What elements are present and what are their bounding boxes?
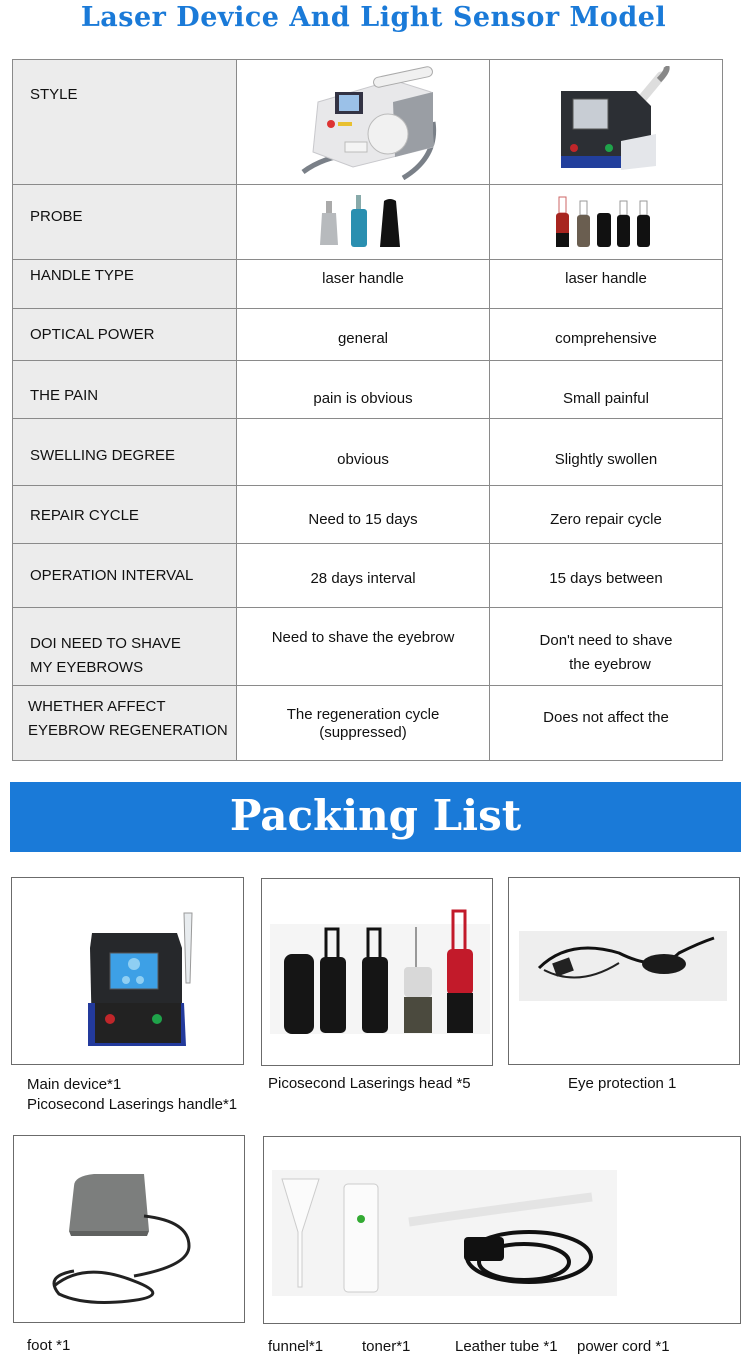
cell-value: Small painful [490, 361, 723, 419]
packing-caption: power cord *1 [577, 1338, 670, 1355]
table-row [13, 608, 723, 686]
packing-caption: Leather tube *1 [455, 1338, 558, 1355]
packing-list-banner: Packing List [10, 782, 741, 852]
cell-value: Need to 15 days [237, 486, 490, 544]
probe-image-cell-2 [490, 185, 723, 260]
cell-value: general [237, 309, 490, 361]
packing-item-main-device [11, 877, 244, 1065]
row-label: THE PAIN [13, 361, 237, 419]
main-device-image [12, 878, 244, 1065]
table-row [13, 260, 723, 309]
cell-line: (suppressed) [319, 724, 407, 741]
table-row [13, 309, 723, 361]
row-label-line: WHETHER AFFECT [28, 698, 166, 715]
page-title: Laser Device And Light Sensor Model [80, 2, 667, 33]
cell-value: 15 days between [490, 544, 723, 608]
table-row [13, 60, 723, 185]
cell-value [490, 608, 723, 686]
packing-caption [27, 1075, 237, 1115]
eye-protection-image [509, 878, 740, 1065]
three-probes-image [318, 193, 408, 253]
black-picosecond-device-image [541, 66, 671, 176]
row-label: PROBE [13, 185, 237, 260]
packing-caption: Picosecond Laserings head *5 [268, 1075, 471, 1092]
packing-caption: funnel*1 [268, 1338, 324, 1355]
row-label-line: EYEBROW REGENERATION [28, 722, 228, 739]
cell-value: laser handle [237, 260, 490, 309]
white-laser-device-image [283, 62, 443, 180]
packing-caption: foot *1 [27, 1337, 71, 1354]
row-label: REPAIR CYCLE [13, 486, 237, 544]
cell-value [237, 686, 490, 761]
row-label: OPERATION INTERVAL [13, 544, 237, 608]
style-image-cell-2 [490, 60, 723, 185]
accessories-image [264, 1137, 741, 1324]
five-probes-image [551, 193, 661, 253]
cell-value: pain is obvious [237, 361, 490, 419]
packing-item-laser-heads [261, 878, 493, 1066]
cell-line: the eyebrow [569, 656, 651, 673]
row-label: HANDLE TYPE [13, 260, 237, 309]
comparison-table [12, 59, 723, 761]
cell-value: Slightly swollen [490, 419, 723, 486]
table-row [13, 419, 723, 486]
caption-line: Main device*1 [27, 1076, 122, 1093]
table-row [13, 185, 723, 260]
cell-value: obvious [237, 419, 490, 486]
packing-item-accessories [263, 1136, 741, 1324]
cell-line: The regeneration cycle [286, 706, 440, 723]
table-row [13, 361, 723, 419]
cell-value: Zero repair cycle [490, 486, 723, 544]
row-label-line: DOI NEED TO SHAVE [30, 635, 181, 652]
style-image-cell-1 [237, 60, 490, 185]
packing-item-eye-protection [508, 877, 740, 1065]
packing-caption: Eye protection 1 [568, 1075, 677, 1092]
table-row [13, 486, 723, 544]
cell-line: Don't need to shave [539, 632, 673, 649]
row-label: SWELLING DEGREE [13, 419, 237, 486]
packing-item-foot-pedal [13, 1135, 245, 1323]
table-row [13, 686, 723, 761]
row-label [13, 686, 237, 761]
probe-image-cell-1 [237, 185, 490, 260]
laser-heads-image [262, 879, 493, 1066]
cell-value: 28 days interval [237, 544, 490, 608]
packing-caption: toner*1 [362, 1338, 411, 1355]
cell-value: laser handle [490, 260, 723, 309]
foot-pedal-image [14, 1136, 245, 1323]
row-label-line: MY EYEBROWS [30, 659, 144, 676]
row-label: OPTICAL POWER [13, 309, 237, 361]
row-label: STYLE [13, 60, 237, 185]
cell-value: Need to shave the eyebrow [237, 608, 490, 686]
table-row [13, 544, 723, 608]
caption-line: Picosecond Laserings handle*1 [27, 1096, 238, 1113]
row-label [13, 608, 237, 686]
cell-value: Does not affect the [490, 686, 723, 761]
cell-value: comprehensive [490, 309, 723, 361]
